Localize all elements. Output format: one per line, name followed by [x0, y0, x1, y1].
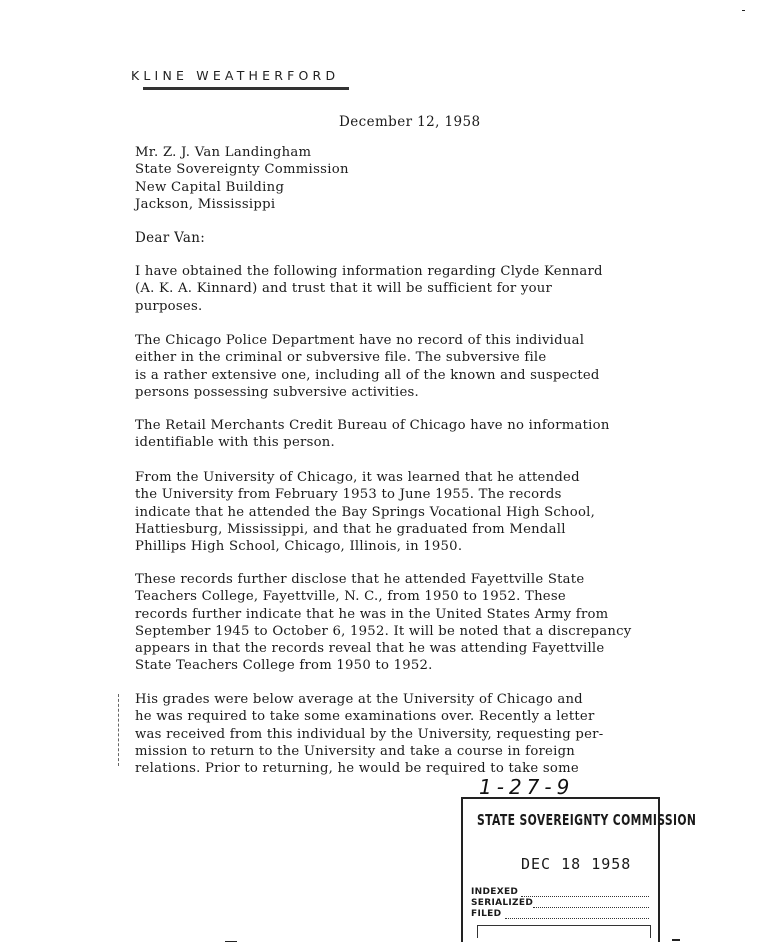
text-line: relations. Prior to returning, he would be required to take some [135, 761, 579, 777]
paragraph-6 [135, 691, 603, 777]
text-line: either in the criminal or subversive file. The subversive file [135, 350, 547, 366]
paragraph-2 [135, 332, 600, 401]
paragraph-3 [135, 417, 610, 452]
recipient-address [135, 144, 349, 213]
address-line: Mr. Z. J. Van Landingham [135, 145, 312, 160]
stamp-field-indexed: INDEXED [471, 887, 519, 897]
text-line: State Teachers College from 1950 to 1952. [135, 658, 433, 674]
text-line: His grades were below average at the University of Chicago and [135, 692, 583, 707]
text-line: appears in that the records reveal that he was attending Fayettville [135, 641, 605, 657]
text-line: the University from February 1953 to June 1955. The records [135, 487, 562, 503]
stamp-date: DEC 18 1958 [521, 855, 632, 873]
text-line: mission to return to the University and take a course in foreign [135, 743, 576, 759]
text-line: indicate that he attended the Bay Springs Vocational High School, [135, 504, 596, 520]
text-line: The Chicago Police Department have no record of this individual [135, 333, 585, 348]
text-line: persons possessing subversive activities. [135, 384, 419, 400]
text-line: records further indicate that he was in the United States Army from [135, 606, 609, 622]
letterhead-name: KLINE WEATHERFORD [131, 68, 340, 83]
address-line: Jackson, Mississippi [135, 196, 276, 212]
margin-bracket-mark [118, 694, 121, 766]
text-line: identifiable with this person. [135, 435, 335, 451]
address-line: New Capital Building [135, 179, 285, 195]
stamp-dotted-line [533, 907, 649, 908]
scan-speck [672, 939, 680, 941]
handwritten-file-number: 1-27-9 [479, 775, 575, 799]
paragraph-1 [135, 263, 603, 315]
address-line: State Sovereignty Commission [135, 162, 349, 178]
text-line: Phillips High School, Chicago, Illinois, in 1950. [135, 539, 463, 555]
text-line: he was required to take some examinations over. Recently a letter [135, 709, 595, 725]
text-line: (A. K. A. Kinnard) and trust that it will be sufficient for your [135, 281, 553, 297]
text-line: purposes. [135, 298, 203, 314]
text-line: Hattiesburg, Mississippi, and that he graduated from Mendall [135, 521, 566, 537]
paragraph-4 [135, 469, 595, 555]
stamp-dotted-line [521, 896, 649, 897]
received-stamp [461, 797, 697, 942]
text-line: I have obtained the following information regarding Clyde Kennard [135, 264, 603, 279]
stamp-field-filed: FILED [471, 909, 502, 919]
text-line: The Retail Merchants Credit Bureau of Chicago have no information [135, 418, 610, 433]
text-line: was received from this individual by the University, requesting per- [135, 726, 604, 742]
scan-speck [742, 10, 745, 11]
text-line: These records further disclose that he attended Fayettville State [135, 572, 585, 587]
text-line: From the University of Chicago, it was learned that he attended [135, 470, 580, 485]
stamp-title: STATE SOVEREIGNTY COMMISSION [477, 811, 697, 829]
scan-speck [225, 941, 237, 942]
paragraph-5 [135, 571, 631, 675]
stamp-field-serialized: SERIALIZED [471, 898, 534, 908]
letterhead-rule [143, 87, 349, 90]
salutation: Dear Van: [135, 230, 206, 246]
letter-date: December 12, 1958 [339, 114, 481, 130]
text-line: September 1945 to October 6, 1952. It will be noted that a discrepancy [135, 623, 632, 639]
stamp-bottom-box [477, 925, 651, 938]
text-line: Teachers College, Fayettville, N. C., from 1950 to 1952. These [135, 589, 566, 605]
stamp-dotted-line [505, 918, 649, 919]
text-line: is a rather extensive one, including all of the known and suspected [135, 367, 600, 383]
